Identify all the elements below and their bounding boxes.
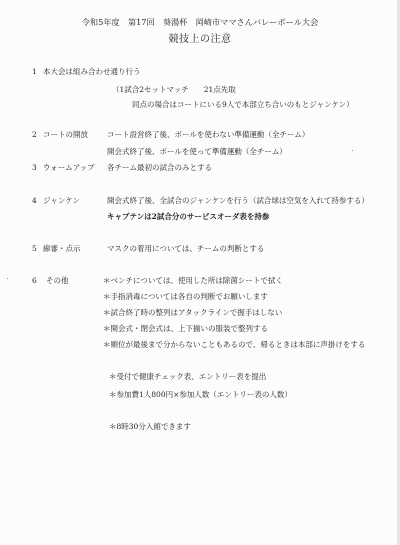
list-item-hand-sanitize: ＊手指消毒については各自の判断でお願いします xyxy=(103,292,268,301)
list-item-ranking: ＊順位が最後まで分からないこともあるので、帰るときは本部に声掛けをする xyxy=(103,340,366,349)
tie-rule-text: 同点の場合はコートにいる9人で本部立ち合いのもとジャンケン） xyxy=(132,100,354,109)
court-open-text-2: 開会式終了後、ボールを使って準備運動（全チーム） xyxy=(107,147,287,156)
list-item-reception: ＊受付で健康チェック表、エントリー表を提出 xyxy=(109,372,267,381)
section-4-heading: ジャンケン xyxy=(43,196,80,205)
scan-speck xyxy=(352,150,353,151)
document-title: 令和5年度 第17回 葵湯杯 岡崎市ママさんバレーボール大会 xyxy=(81,17,319,27)
section-6-heading: その他 xyxy=(46,276,69,285)
court-open-text-1: コート設営終了後、ボールを使わない準備運動（全チーム） xyxy=(107,130,310,139)
scan-speck xyxy=(7,278,8,279)
warmup-text: 各チーム最初の試合のみとする xyxy=(107,163,212,172)
section-3-number: 3 xyxy=(32,163,37,172)
section-2-number: 2 xyxy=(32,130,37,139)
janken-text: 開会式終了後、全試合のジャンケンを行う（試合球は空気を入れて持参する） xyxy=(107,196,369,205)
section-3-heading: ウォームアップ xyxy=(43,163,95,172)
mask-text: マスクの着用については、チームの判断とする xyxy=(107,244,265,253)
list-item-fee: ＊参加費1人800円×参加人数（エントリー表の人数） xyxy=(109,390,292,399)
match-format-text: （1試合2セットマッチ 21点先取 xyxy=(112,85,236,94)
section-6-number: 6 xyxy=(32,276,37,285)
document-subtitle: 競技上の注意 xyxy=(168,34,232,45)
section-1-number: 1 xyxy=(32,67,37,76)
section-1-heading: 本大会は組み合わせ通り行う xyxy=(43,67,141,76)
list-item-dress: ＊開会式・閉会式は、上下揃いの服装で整列する xyxy=(103,324,268,333)
captain-order-text: キャプテンは2試合分のサービスオーダ表を持参 xyxy=(107,212,270,221)
section-5-number: 5 xyxy=(32,244,37,253)
section-5-heading: 線審・点示 xyxy=(43,244,81,253)
section-2-heading: コートの開放 xyxy=(43,130,88,139)
list-item-entry-time: ＊8時30分入館できます xyxy=(109,422,191,431)
list-item-lineup: ＊試合終了時の整列はアタックラインで握手はしない xyxy=(103,308,283,317)
section-4-number: 4 xyxy=(32,196,37,205)
list-item-bench: ＊ベンチについては、使用した所は除菌シートで拭く xyxy=(103,276,283,285)
